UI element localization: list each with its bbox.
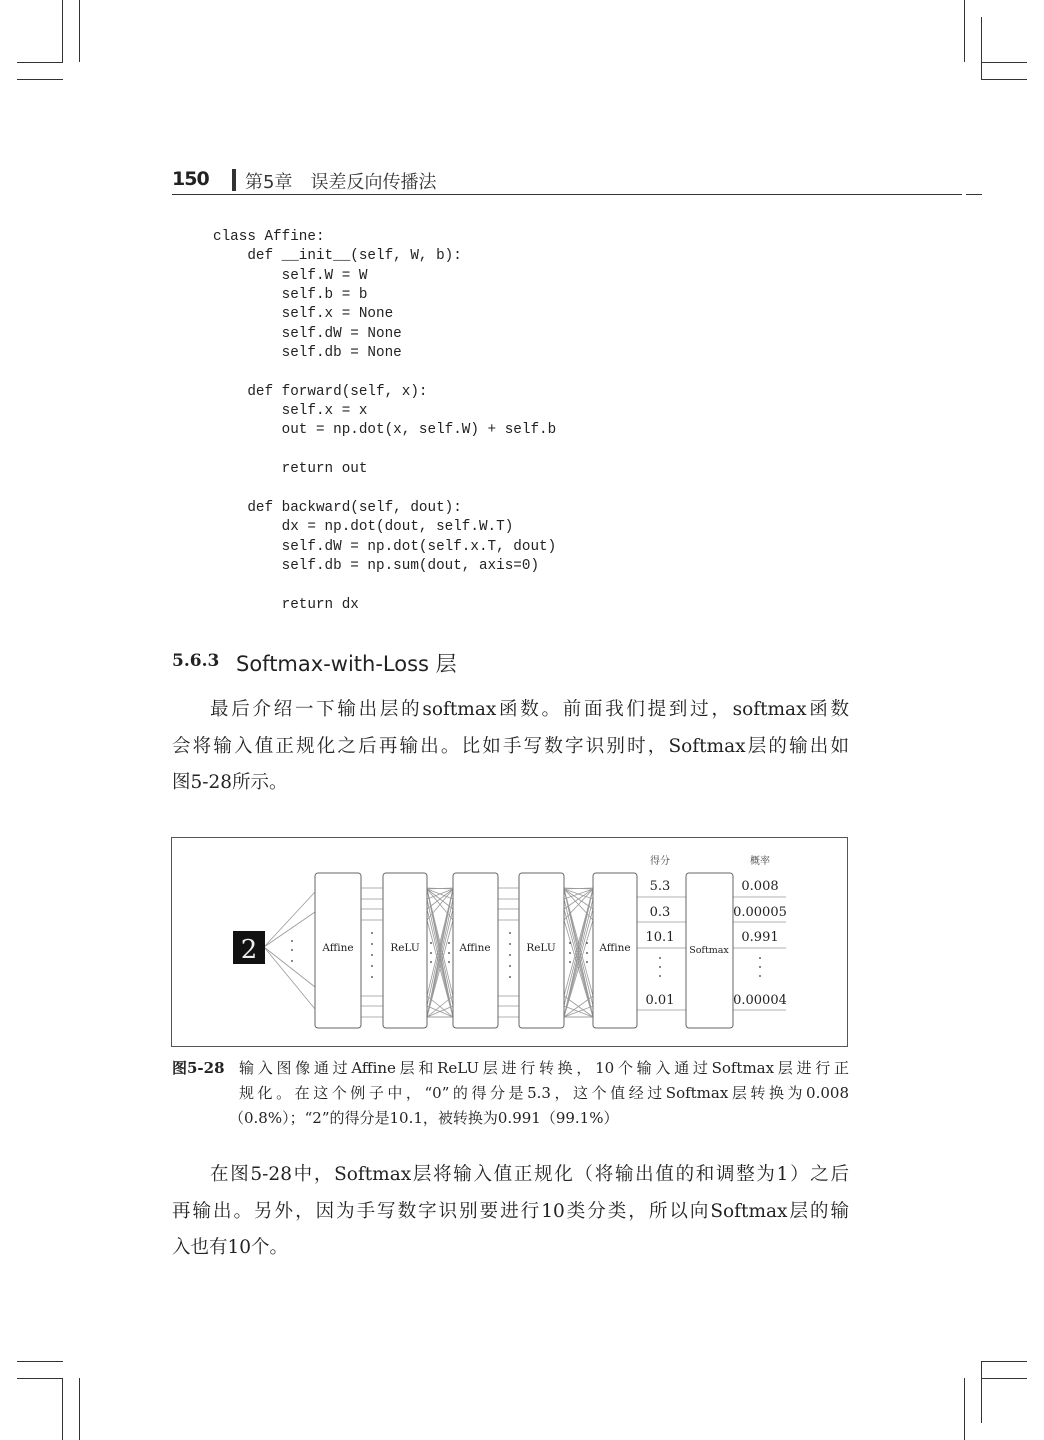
ellipsis-dot	[430, 961, 432, 963]
score-header: 得分	[650, 856, 670, 867]
ellipsis-dot	[509, 943, 511, 945]
ellipsis-dot	[586, 961, 588, 963]
caption-line: 输入图像通过Affine层和ReLU层进行转换，10个输入通过Softmax层进行正	[239, 1059, 849, 1077]
ellipsis-dot	[371, 932, 373, 934]
score-value: 5.3	[649, 879, 671, 894]
layer-label: Affine	[599, 942, 631, 954]
ellipsis-dot	[448, 961, 450, 963]
header-rule	[966, 194, 982, 195]
ellipsis-dot	[371, 976, 373, 978]
prob-value: 0.008	[741, 879, 779, 894]
paragraph-1	[172, 692, 849, 802]
caption-label: 图5-28	[172, 1059, 225, 1077]
ellipsis-dot	[291, 940, 293, 942]
score-value: 10.1	[645, 930, 675, 945]
section-title: Softmax-with-Loss 层	[236, 652, 457, 676]
figure-caption	[172, 1056, 849, 1131]
layer-label: Affine	[459, 942, 491, 954]
caption-line: 规化。在这个例子中，“0”的得分是5.3，这个值经过Softmax层转换为0.008	[239, 1084, 849, 1102]
ellipsis-dot	[759, 975, 761, 977]
code-block: class Affine: def __init__(self, W, b): self.W = W self.b = b self.x = None self.dW = None self.db = None def forward(self, x): self.x = x out = np.dot(x, self.W) + self.b return out def backward(self, dout): dx = np.dot(dout, self.W.T) self.dW = np.dot(self.x.T, dout) self.db = np.sum(dout, axis=0) return dx	[213, 229, 557, 613]
ellipsis-dot	[659, 975, 661, 977]
layer-label: ReLU	[390, 942, 420, 954]
section-number: 5.6.3	[172, 651, 220, 671]
layer-label: Softmax	[689, 945, 729, 956]
text-line: 图5-28所示。	[172, 772, 288, 793]
text-line: 会将输入值正规化之后再输出。比如手写数字识别时，Softmax层的输出如	[172, 735, 849, 757]
text-line: 在图5-28中，Softmax层将输入值正规化（将输出值的和调整为1）之后	[210, 1164, 849, 1185]
ellipsis-dot	[586, 942, 588, 944]
ellipsis-dot	[430, 952, 432, 954]
ellipsis-dot	[291, 960, 293, 962]
prob-value: 0.00004	[733, 993, 787, 1008]
ellipsis-dot	[509, 965, 511, 967]
ellipsis-dot	[291, 949, 293, 951]
ellipsis-dot	[759, 966, 761, 968]
prob-header: 概率	[750, 856, 770, 867]
figure-5-28	[171, 837, 849, 1048]
text-line: 入也有10个。	[172, 1237, 289, 1258]
ellipsis-dot	[448, 942, 450, 944]
layer-label: ReLU	[526, 942, 556, 954]
ellipsis-dot	[371, 954, 373, 956]
ellipsis-dot	[659, 957, 661, 959]
chapter-title: 第5章 误差反向传播法	[245, 172, 437, 193]
ellipsis-dot	[569, 961, 571, 963]
ellipsis-dot	[569, 942, 571, 944]
caption-line: （0.8%）；“2”的得分是10.1，被转换为0.991（99.1%）	[229, 1109, 619, 1127]
header-rule	[172, 194, 962, 195]
score-value: 0.3	[649, 905, 671, 920]
text-line: 再输出。另外，因为手写数字识别要进行10类分类，所以向Softmax层的输	[172, 1200, 849, 1222]
page-number: 150	[172, 168, 209, 190]
ellipsis-dot	[509, 976, 511, 978]
ellipsis-dot	[759, 957, 761, 959]
prob-value: 0.00005	[733, 905, 787, 920]
layer-label: Affine	[322, 942, 354, 954]
ellipsis-dot	[586, 952, 588, 954]
score-value: 0.01	[645, 993, 675, 1008]
ellipsis-dot	[430, 942, 432, 944]
ellipsis-dot	[569, 952, 571, 954]
ellipsis-dot	[509, 954, 511, 956]
ellipsis-dot	[509, 932, 511, 934]
header-bar	[232, 169, 236, 191]
ellipsis-dot	[448, 952, 450, 954]
ellipsis-dot	[371, 965, 373, 967]
prob-value: 0.991	[741, 930, 779, 945]
ellipsis-dot	[659, 966, 661, 968]
input-digit: 2	[240, 935, 258, 965]
paragraph-2	[172, 1157, 849, 1267]
text-line: 最后介绍一下输出层的softmax函数。前面我们提到过，softmax函数	[210, 699, 849, 720]
ellipsis-dot	[371, 943, 373, 945]
